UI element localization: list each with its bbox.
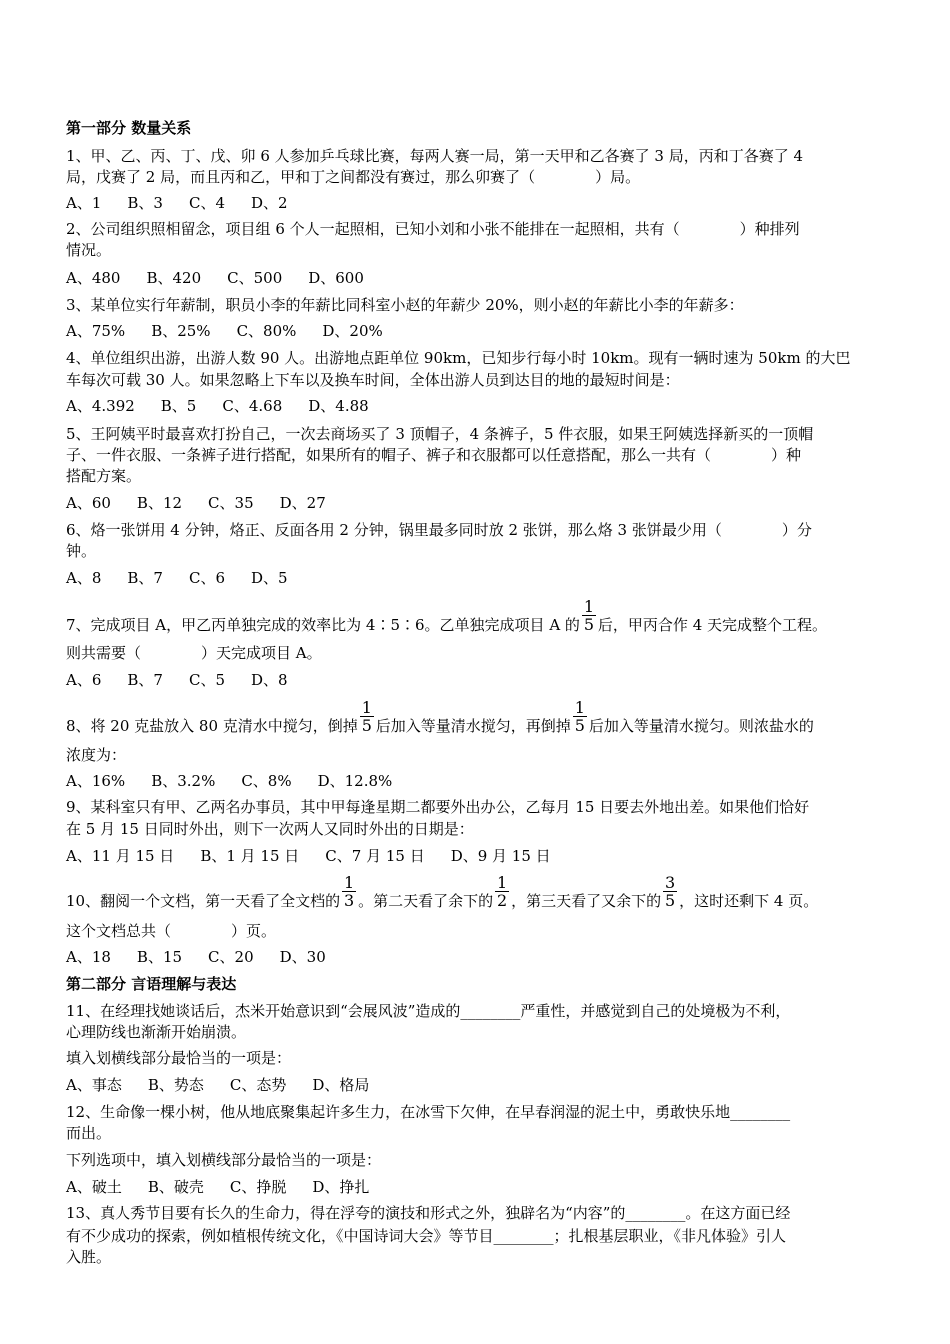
option: C、35 [208,494,254,512]
option: B、1 月 15 日 [200,847,300,865]
denominator: 5 [574,716,585,735]
option: C、500 [227,269,283,287]
numerator: 1 [344,873,355,892]
option: D、9 月 15 日 [450,847,551,865]
question-text: 2、公司组织照相留念，项目组 6 个人一起照相，已知小刘和小张不能排在一起照相，共有（ ）种排列 [66,220,800,238]
option: B、420 [146,269,202,287]
option: C、挣脱 [229,1178,287,1196]
text-segment: 后加入等量清水搅匀。则浓盐水的 [588,717,814,735]
answer-options [66,771,418,791]
question-text [66,874,818,911]
option: B、破壳 [147,1178,204,1196]
option: A、6 [66,671,102,689]
denominator: 2 [497,891,508,910]
question-text: 搭配方案。 [66,467,142,485]
text-segment: 10、翻阅一个文档，第一天看了全文档的 [66,892,341,910]
question-text: 入胜。 [66,1248,112,1266]
question-text: 11、在经理找她谈话后，杰米开始意识到“会展风波”造成的________严重性，并感觉到自己的处境极为不利， [66,1002,791,1020]
answer-options [66,670,314,690]
text-segment: ，这时还剩下 4 页。 [679,892,819,910]
option: B、12 [136,494,183,512]
denominator: 3 [344,891,355,910]
question-instruction: 填入划横线部分最恰当的一项是： [66,1049,292,1067]
question-text: 6、烙一张饼用 4 分钟，烙正、反面各用 2 分钟，锅里最多同时放 2 张饼，那么烙 3 张饼最少用（ ）分 [66,521,812,539]
option: A、1 [66,194,102,212]
option: A、75% [66,322,126,340]
question-text: 而出。 [66,1124,112,1142]
text-segment: ，第三天看了又余下的 [511,892,662,910]
question-text: 13、真人秀节目要有长久的生命力，得在浮夸的演技和形式之外，独辟名为“内容”的________。在这方面已经 [66,1204,791,1222]
numerator: 1 [361,698,372,717]
option: A、事态 [66,1076,122,1094]
option: B、7 [127,671,163,689]
text-segment: 。第二天看了余下的 [358,892,494,910]
option: D、600 [308,269,364,287]
question-text: 则共需要（ ）天完成项目 A。 [66,644,322,662]
answer-options [66,396,395,416]
section-heading: 第一部分 数量关系 [66,119,192,137]
question-text: 车每次可载 30 人。如果忽略上下车以及换车时间，全体出游人员到达目的地的最短时间是： [66,371,680,389]
numerator: 1 [583,597,595,616]
option: D、5 [251,569,288,587]
fraction [663,874,677,909]
fraction [573,699,587,734]
option: B、5 [160,397,197,415]
option: C、4 [188,194,225,212]
denominator: 5 [361,716,372,735]
option: A、60 [66,494,111,512]
question-text [66,598,827,635]
text-segment: 8、将 20 克盐放入 80 克清水中搅匀，倒掉 [66,717,358,735]
text-segment: 后加入等量清水搅匀，再倒掉 [375,717,571,735]
fraction [360,699,374,734]
option: C、态势 [229,1076,287,1094]
option: C、8% [241,772,292,790]
option: D、20% [322,322,383,340]
question-text: 心理防线也渐渐开始崩溃。 [66,1023,247,1041]
option: A、11 月 15 日 [66,847,175,865]
question-text: 5、王阿姨平时最喜欢打扮自己，一次去商场买了 3 顶帽子，4 条裤子，5 件衣服，如果王阿姨选择新买的一顶帽 [66,425,814,443]
question-text: 12、生命像一棵小树，他从地底聚集起许多生力，在冰雪下欠伸，在早春润湿的泥土中，勇敢快乐地________ [66,1103,791,1121]
option: B、3 [127,194,163,212]
question-text: 这个文档总共（ ）页。 [66,922,277,940]
question-text: 浓度为： [66,746,127,764]
option: C、6 [188,569,225,587]
option: C、5 [188,671,225,689]
option: C、20 [208,948,254,966]
option: D、12.8% [317,772,393,790]
numerator: 3 [665,873,676,892]
text-segment: 后，甲丙合作 4 天完成整个工程。 [597,616,828,634]
answer-options [66,947,352,967]
option: B、25% [151,322,211,340]
option: C、80% [236,322,297,340]
section-heading: 第二部分 言语理解与表达 [66,975,237,993]
option: D、30 [279,948,326,966]
question-text: 钟。 [66,542,97,560]
answer-options [66,1075,395,1095]
answer-options [66,493,352,513]
question-text: 在 5 月 15 日同时外出，则下一次两人又同时外出的日期是： [66,820,474,838]
answer-options [66,321,409,341]
question-instruction: 下列选项中，填入划横线部分最恰当的一项是： [66,1151,382,1169]
option: D、27 [279,494,326,512]
answer-options [66,193,314,213]
option: B、15 [136,948,183,966]
option: C、7 月 15 日 [325,847,425,865]
question-text: 有不少成功的探索，例如植根传统文化，《中国诗词大会》等节目________；扎根基层职业，《非凡体验》引人 [66,1227,787,1245]
option: A、破土 [66,1178,122,1196]
option: A、8 [66,569,102,587]
option: A、18 [66,948,111,966]
answer-options [66,1177,395,1197]
question-text: 局，戊赛了 2 局，而且丙和乙，甲和丁之间都没有赛过，那么卯赛了（ ）局。 [66,168,641,186]
denominator: 5 [665,891,676,910]
question-text: 4、单位组织出游，出游人数 90 人。出游地点距单位 90km，已知步行每小时 10km。现有一辆时速为 50km 的大巴 [66,349,851,367]
answer-options [66,268,390,288]
denominator: 5 [583,615,595,634]
fraction [582,598,596,633]
option: D、8 [251,671,288,689]
question-text: 3、某单位实行年薪制，职员小李的年薪比同科室小赵的年薪少 20%，则小赵的年薪比小李的年薪多： [66,296,744,314]
option: D、挣扎 [312,1178,370,1196]
question-text: 情况。 [66,241,112,259]
question-text [66,699,814,736]
option: D、4.88 [308,397,369,415]
option: B、3.2% [151,772,216,790]
option: D、格局 [312,1076,370,1094]
option: A、16% [66,772,126,790]
question-text: 1、甲、乙、丙、丁、戊、卯 6 人参加乒乓球比赛，每两人赛一局，第一天甲和乙各赛了 3 局，丙和丁各赛了 4 [66,147,804,165]
fraction [495,874,509,909]
option: A、4.392 [66,397,135,415]
option: B、势态 [147,1076,204,1094]
answer-options [66,568,314,588]
fraction [342,874,356,909]
option: A、480 [66,269,121,287]
option: C、4.68 [222,397,283,415]
answer-options [66,846,577,866]
question-text: 9、某科室只有甲、乙两名办事员，其中甲每逢星期二都要外出办公，乙每月 15 日要去外地出差。如果他们恰好 [66,798,810,816]
text-segment: 7、完成项目 A，甲乙丙单独完成的效率比为 4∶5∶6。乙单独完成项目 A 的 [66,616,580,634]
numerator: 1 [574,698,585,717]
question-text: 子、一件衣服、一条裤子进行搭配，如果所有的帽子、裤子和衣服都可以任意搭配，那么一共有（ ）种 [66,446,802,464]
numerator: 1 [497,873,508,892]
option: B、7 [127,569,163,587]
option: D、2 [251,194,288,212]
